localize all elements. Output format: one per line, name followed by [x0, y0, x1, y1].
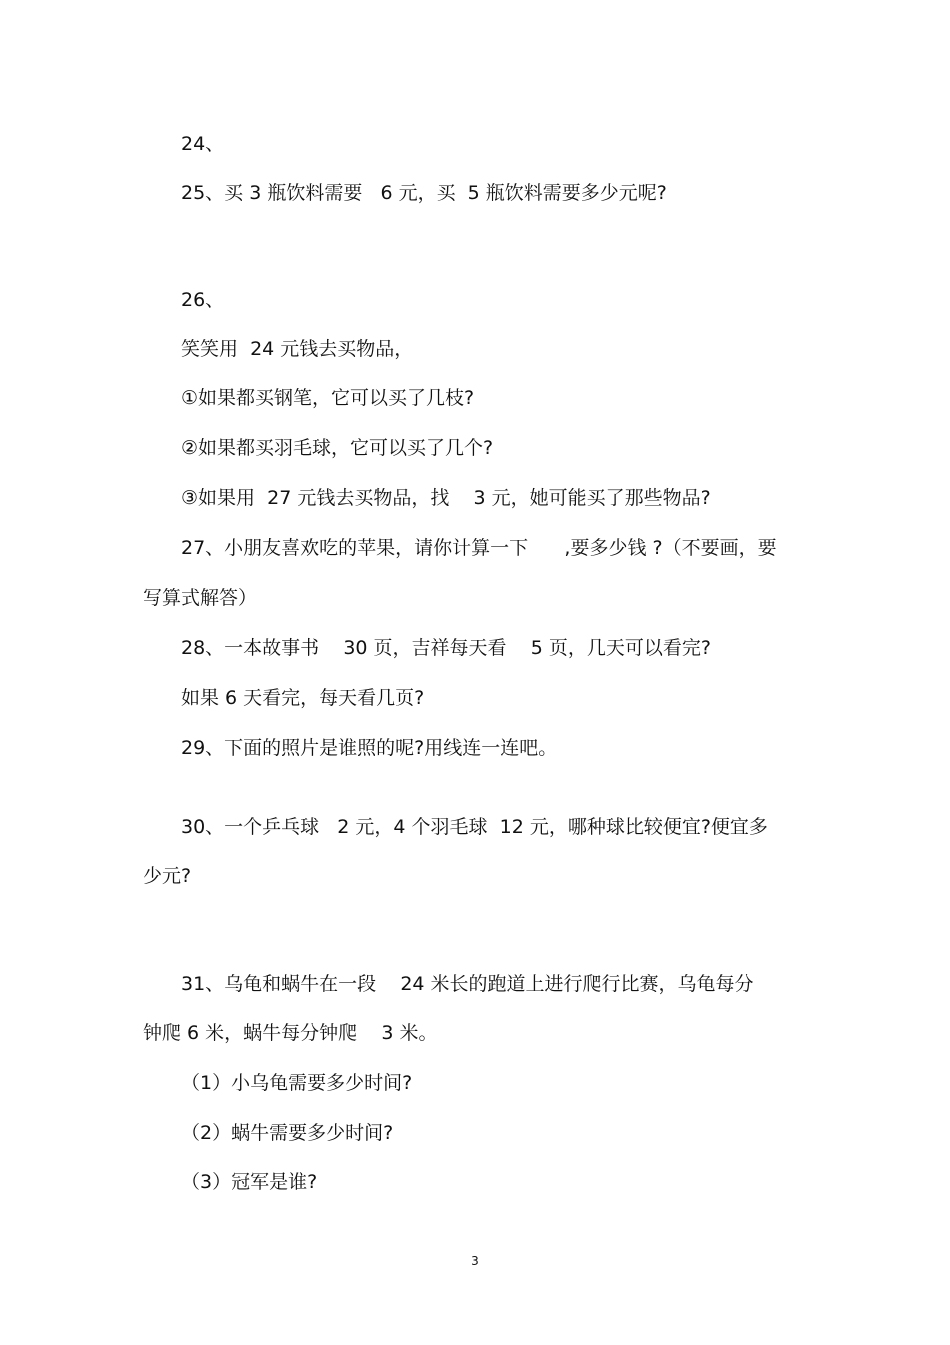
problem-31-question-3: （3）冠军是谁?	[181, 1171, 318, 1193]
problem-26-intro: 笑笑用 24 元钱去买物品，	[181, 338, 414, 360]
problem-31-text-continued: 钟爬 6 米，蜗牛每分钟爬 3 米。	[143, 1022, 438, 1044]
problem-26-question-2: ②如果都买羽毛球，它可以买了几个?	[181, 437, 494, 459]
problem-26-number: 26、	[181, 289, 225, 311]
problem-29-text: 29、下面的照片是谁照的呢?用线连一连吧。	[181, 737, 558, 759]
problem-30-text-continued: 少元?	[143, 865, 192, 887]
problem-31-text: 31、乌龟和蜗牛在一段 24 米长的跑道上进行爬行比赛，乌龟每分	[181, 973, 754, 995]
problem-26-question-1: ①如果都买钢笔，它可以买了几枝?	[181, 387, 475, 409]
problem-24-number: 24、	[181, 133, 225, 155]
problem-27-text-continued: 写算式解答）	[143, 587, 258, 609]
problem-27-text: 27、小朋友喜欢吃的苹果，请你计算一下 ,要多少钱 ?（不要画，要	[181, 537, 777, 559]
problem-28-followup: 如果 6 天看完，每天看几页?	[181, 687, 425, 709]
problem-25-text: 25、买 3 瓶饮料需要 6 元，买 5 瓶饮料需要多少元呢?	[181, 182, 667, 204]
problem-30-text: 30、一个乒乓球 2 元，4 个羽毛球 12 元，哪种球比较便宜?便宜多	[181, 816, 768, 838]
problem-26-question-3: ③如果用 27 元钱去买物品，找 3 元，她可能买了那些物品?	[181, 487, 711, 509]
problem-31-question-1: （1）小乌龟需要多少时间?	[181, 1072, 413, 1094]
page-number: 3	[471, 1254, 479, 1268]
problem-31-question-2: （2）蜗牛需要多少时间?	[181, 1122, 394, 1144]
problem-28-text: 28、一本故事书 30 页，吉祥每天看 5 页，几天可以看完?	[181, 637, 711, 659]
